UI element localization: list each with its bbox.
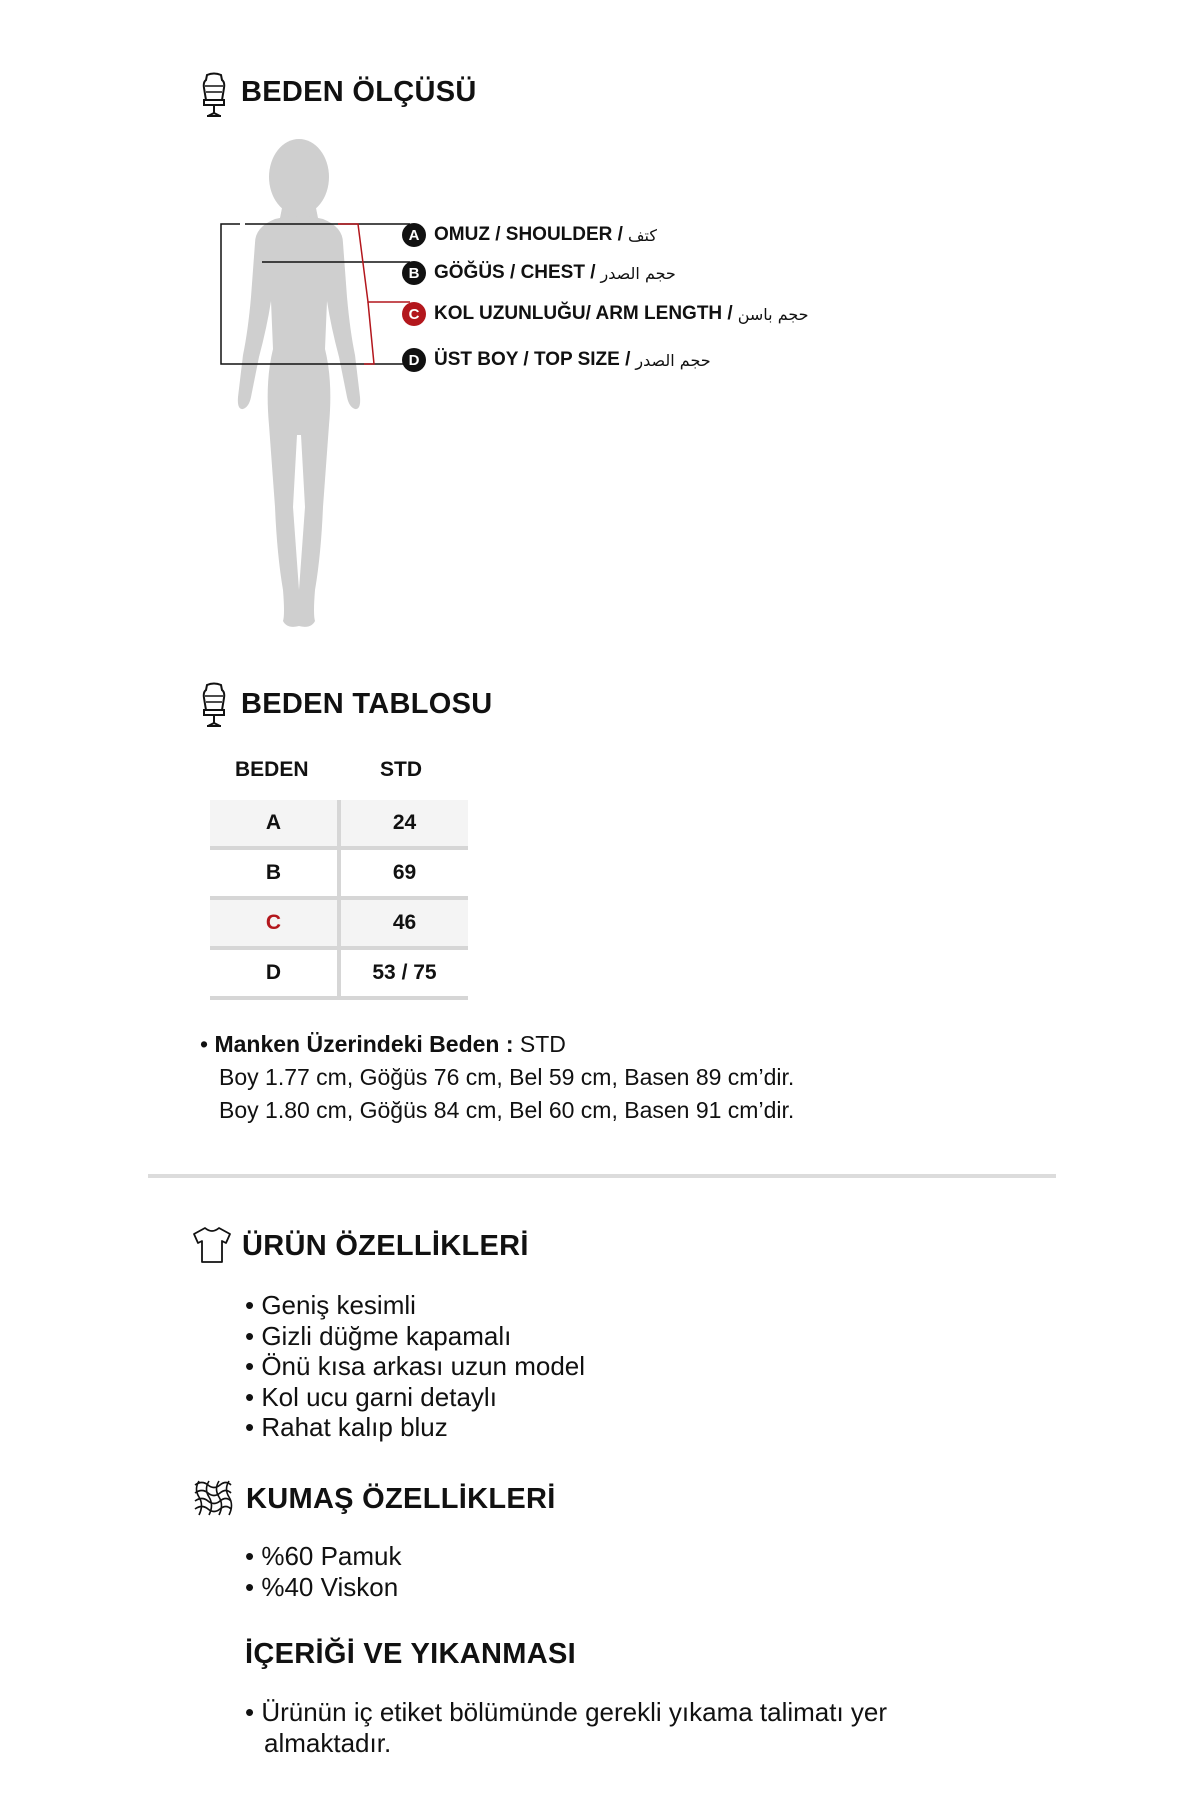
list-item: • %40 Viskon xyxy=(245,1571,399,1602)
measure-label-c xyxy=(402,302,809,326)
badge-b: B xyxy=(402,261,426,285)
product-features-title: ÜRÜN ÖZELLİKLERİ xyxy=(242,1230,529,1262)
table-cell-value: 69 xyxy=(341,850,468,900)
table-cell-value: 46 xyxy=(341,900,468,950)
model-info-line1: Boy 1.77 cm, Göğüs 76 cm, Bel 59 cm, Basen 89 cm’dir. xyxy=(219,1064,795,1090)
model-info-label: Manken Üzerindeki Beden : xyxy=(214,1031,514,1057)
bullet: • xyxy=(200,1031,215,1057)
measurement-lines xyxy=(210,210,420,370)
care-list xyxy=(245,1697,887,1758)
care-title: İÇERİĞİ VE YIKANMASI xyxy=(245,1638,576,1670)
list-item: • Kol ucu garni detaylı xyxy=(245,1381,497,1412)
measure-ar-c: حجم باسن xyxy=(737,304,809,324)
model-info xyxy=(200,1028,794,1127)
measure-label-a xyxy=(402,223,657,247)
table-cell-size: C xyxy=(210,900,341,950)
list-item: • Rahat kalıp bluz xyxy=(245,1412,448,1442)
table-header-size: BEDEN xyxy=(235,758,309,781)
size-table-title: BEDEN TABLOSU xyxy=(241,688,493,720)
table-header-std: STD xyxy=(380,758,422,781)
table-cell-size: B xyxy=(210,850,341,900)
fabric-features-list xyxy=(245,1541,402,1602)
section-divider xyxy=(148,1174,1056,1178)
mannequin-icon xyxy=(198,72,230,118)
measure-ar-a: كتف xyxy=(627,225,657,245)
measure-text-b: GÖĞÜS / CHEST / xyxy=(434,262,596,283)
tshirt-icon xyxy=(192,1226,232,1264)
table-row xyxy=(210,800,468,850)
list-item: • Gizli düğme kapamalı xyxy=(245,1320,512,1351)
measure-text-d: ÜST BOY / TOP SIZE / xyxy=(434,349,631,370)
table-row xyxy=(210,900,468,950)
fabric-features-title: KUMAŞ ÖZELLİKLERİ xyxy=(246,1483,556,1515)
table-row xyxy=(210,850,468,900)
measure-ar-b: حجم الصدر xyxy=(600,263,676,283)
measure-text-a: OMUZ / SHOULDER / xyxy=(434,224,623,245)
list-item: • Önü kısa arkası uzun model xyxy=(245,1351,586,1381)
model-info-line2: Boy 1.80 cm, Göğüs 84 cm, Bel 60 cm, Basen 91 cm’dir. xyxy=(219,1097,795,1123)
table-cell-size: A xyxy=(210,800,341,850)
table-cell-value: 24 xyxy=(341,800,468,850)
measure-text-c: KOL UZUNLUĞU/ ARM LENGTH / xyxy=(434,303,733,324)
badge-d: D xyxy=(402,348,426,372)
product-features-list xyxy=(245,1290,585,1443)
size-measure-title: BEDEN ÖLÇÜSÜ xyxy=(241,76,477,108)
fabric-icon xyxy=(192,1479,234,1519)
badge-a: A xyxy=(402,223,426,247)
size-table xyxy=(210,800,468,1000)
table-cell-value: 53 / 75 xyxy=(341,950,468,1000)
list-item: • Ürünün iç etiket bölümünde gerekli yıkama talimatı yer xyxy=(245,1697,888,1727)
list-item: almaktadır. xyxy=(264,1727,392,1758)
list-item: • Geniş kesimli xyxy=(245,1290,416,1320)
table-cell-size: D xyxy=(210,950,341,1000)
measure-ar-d: حجم الصدر xyxy=(635,350,711,370)
badge-c: C xyxy=(402,302,426,326)
mannequin-icon xyxy=(198,682,230,728)
table-row xyxy=(210,950,468,1000)
measure-label-b xyxy=(402,261,676,285)
model-info-size: STD xyxy=(519,1031,566,1057)
measure-label-d xyxy=(402,348,711,372)
list-item: • %60 Pamuk xyxy=(245,1541,402,1571)
